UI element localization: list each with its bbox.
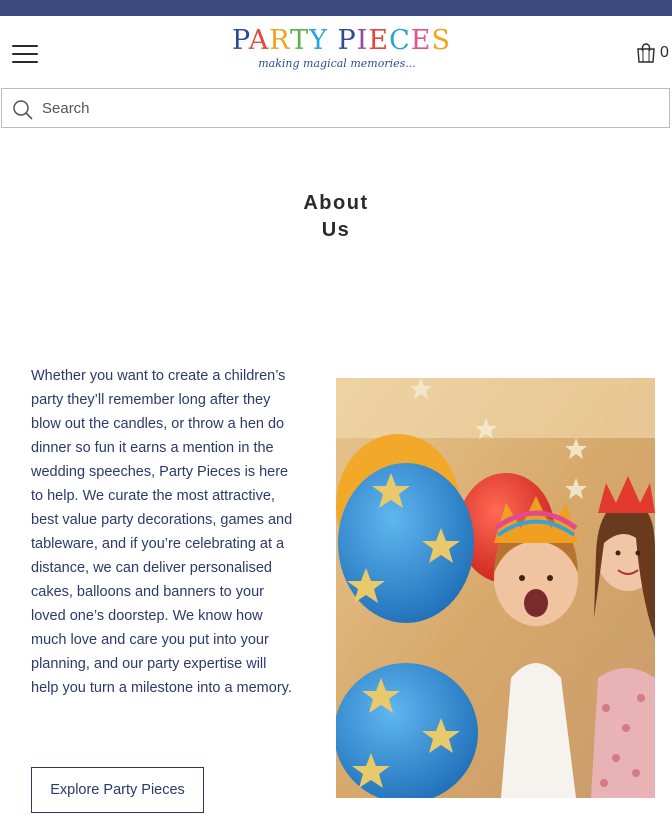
site-header	[0, 16, 672, 88]
party-photo-illustration	[336, 378, 655, 798]
page-title	[286, 190, 386, 244]
logo-wordmark: PARTY PIECES	[232, 25, 451, 56]
page-title-line2: Us	[321, 219, 351, 241]
cart-button[interactable]	[636, 42, 672, 66]
cart-count: 0	[660, 44, 669, 61]
logo-tagline: making magical memories...	[258, 57, 416, 70]
search-bar	[1, 88, 670, 128]
explore-party-pieces-button[interactable]: Explore Party Pieces	[31, 767, 204, 813]
party-pieces-logo[interactable]	[232, 25, 451, 74]
shopping-bag-icon	[636, 43, 656, 63]
page-title-line1: About	[303, 192, 369, 214]
hamburger-menu-icon[interactable]	[12, 45, 38, 63]
top-announcement-bar	[0, 0, 672, 16]
about-description: Whether you want to create a children’s party they’ll remember long after they blow out the candles, or throw a hen do dinner so fun it earns a mention in the wedding speeches, Party Pieces is here to help. We curate the most attractive, best value party decorations, games and tableware, and if you’re celebrating at a distance, we can deliver personalised cakes, balloons and banners to your loved one’s doorstep. We know how much love and care you put into your planning, and our party expertise will help you turn a milestone into a memory.	[31, 368, 293, 696]
search-input[interactable]	[42, 94, 642, 122]
party-children-photo	[336, 378, 655, 798]
search-icon[interactable]	[12, 99, 34, 121]
